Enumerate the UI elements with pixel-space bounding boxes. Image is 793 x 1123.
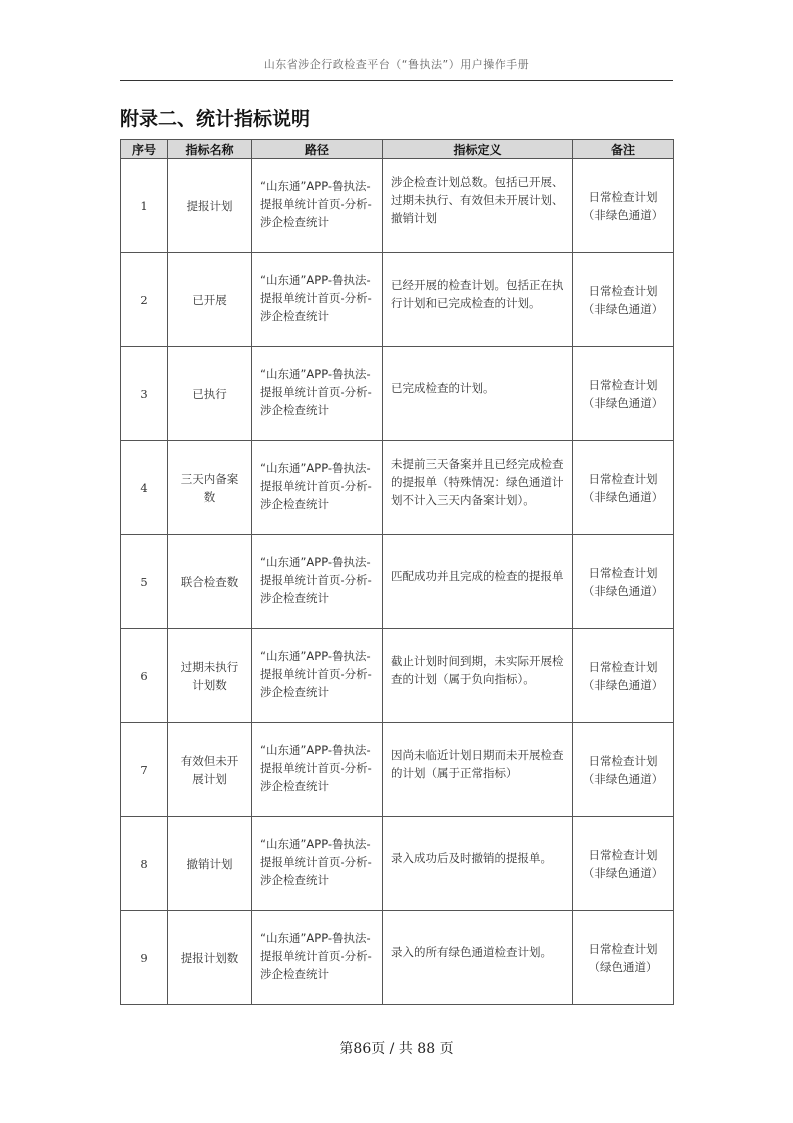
cell-path — [252, 159, 383, 253]
cell-path-text: “山东通”APP-鲁执法-提报单统计首页-分析-涉企检查统计 — [260, 366, 372, 417]
table-row — [121, 629, 674, 723]
cell-name: 已开展 — [168, 253, 252, 347]
statistics-table — [120, 139, 674, 1005]
table-row — [121, 723, 674, 817]
table-header-row — [121, 140, 674, 159]
cell-definition-text: 已完成检查的计划。 — [391, 380, 495, 395]
column-header-path: 路径 — [252, 140, 383, 159]
cell-definition — [383, 347, 573, 441]
column-header-name: 指标名称 — [168, 140, 252, 159]
cell-path — [252, 911, 383, 1005]
cell-path — [252, 817, 383, 911]
page-number: 第86页 / 共 88 页 — [339, 1041, 454, 1057]
cell-definition-text: 匹配成功并且完成的检查的提报单 — [391, 568, 564, 583]
cell-definition — [383, 723, 573, 817]
table-row — [121, 817, 674, 911]
cell-definition-text: 已经开展的检查计划。包括正在执行计划和已完成检查的计划。 — [391, 277, 564, 310]
cell-path — [252, 441, 383, 535]
cell-seq: 6 — [121, 629, 168, 723]
cell-seq: 1 — [121, 159, 168, 253]
cell-definition-text: 涉企检查计划总数。包括已开展、过期未执行、有效但未开展计划、撤销计划 — [391, 174, 564, 225]
cell-name: 提报计划数 — [168, 911, 252, 1005]
cell-seq: 8 — [121, 817, 168, 911]
cell-definition — [383, 911, 573, 1005]
cell-seq: 9 — [121, 911, 168, 1005]
cell-seq: 2 — [121, 253, 168, 347]
table-row — [121, 535, 674, 629]
cell-name: 过期未执行计划数 — [168, 629, 252, 723]
cell-name: 有效但未开展计划 — [168, 723, 252, 817]
cell-definition-text: 录入的所有绿色通道检查计划。 — [391, 944, 552, 959]
column-header-seq: 序号 — [121, 140, 168, 159]
cell-definition-text: 录入成功后及时撤销的提报单。 — [391, 850, 552, 865]
page-header: 山东省涉企行政检查平台（“鲁执法”）用户操作手册 — [263, 58, 530, 71]
cell-path — [252, 723, 383, 817]
cell-name: 已执行 — [168, 347, 252, 441]
cell-path-text: “山东通”APP-鲁执法-提报单统计首页-分析-涉企检查统计 — [260, 742, 372, 793]
column-header-note: 备注 — [573, 140, 674, 159]
cell-note: 日常检查计划（非绿色通道） — [573, 441, 674, 535]
cell-note: 日常检查计划（非绿色通道） — [573, 347, 674, 441]
cell-name: 提报计划 — [168, 159, 252, 253]
cell-definition — [383, 535, 573, 629]
cell-seq: 5 — [121, 535, 168, 629]
cell-seq: 7 — [121, 723, 168, 817]
cell-note: 日常检查计划（非绿色通道） — [573, 159, 674, 253]
cell-definition-text: 截止计划时间到期，未实际开展检查的计划（属于负向指标）。 — [391, 653, 564, 686]
section-title: 附录二、统计指标说明 — [120, 108, 311, 130]
header-divider — [120, 80, 673, 81]
cell-note: 日常检查计划（绿色通道） — [573, 911, 674, 1005]
cell-note: 日常检查计划（非绿色通道） — [573, 817, 674, 911]
cell-path-text: “山东通”APP-鲁执法-提报单统计首页-分析-涉企检查统计 — [260, 460, 372, 511]
cell-path-text: “山东通”APP-鲁执法-提报单统计首页-分析-涉企检查统计 — [260, 554, 372, 605]
cell-note: 日常检查计划（非绿色通道） — [573, 535, 674, 629]
cell-path-text: “山东通”APP-鲁执法-提报单统计首页-分析-涉企检查统计 — [260, 648, 372, 699]
table-row — [121, 159, 674, 253]
cell-path — [252, 629, 383, 723]
table-row — [121, 253, 674, 347]
cell-seq: 3 — [121, 347, 168, 441]
cell-path — [252, 347, 383, 441]
table-row — [121, 441, 674, 535]
cell-name: 联合检查数 — [168, 535, 252, 629]
cell-path-text: “山东通”APP-鲁执法-提报单统计首页-分析-涉企检查统计 — [260, 836, 372, 887]
cell-path-text: “山东通”APP-鲁执法-提报单统计首页-分析-涉企检查统计 — [260, 930, 372, 981]
column-header-definition: 指标定义 — [383, 140, 573, 159]
cell-path-text: “山东通”APP-鲁执法-提报单统计首页-分析-涉企检查统计 — [260, 272, 372, 323]
table-row — [121, 347, 674, 441]
cell-name: 三天内备案数 — [168, 441, 252, 535]
table-row — [121, 911, 674, 1005]
cell-definition-text: 因尚未临近计划日期而未开展检查的计划（属于正常指标） — [391, 747, 564, 780]
cell-seq: 4 — [121, 441, 168, 535]
cell-name: 撤销计划 — [168, 817, 252, 911]
cell-definition — [383, 441, 573, 535]
cell-definition — [383, 629, 573, 723]
cell-definition — [383, 253, 573, 347]
cell-definition-text: 未提前三天备案并且已经完成检查的提报单（特殊情况：绿色通道计划不计入三天内备案计划）。 — [391, 456, 564, 507]
cell-note: 日常检查计划（非绿色通道） — [573, 723, 674, 817]
cell-definition — [383, 817, 573, 911]
cell-note: 日常检查计划（非绿色通道） — [573, 253, 674, 347]
cell-path — [252, 535, 383, 629]
cell-path-text: “山东通”APP-鲁执法-提报单统计首页-分析-涉企检查统计 — [260, 178, 372, 229]
cell-path — [252, 253, 383, 347]
cell-definition — [383, 159, 573, 253]
cell-note: 日常检查计划（非绿色通道） — [573, 629, 674, 723]
